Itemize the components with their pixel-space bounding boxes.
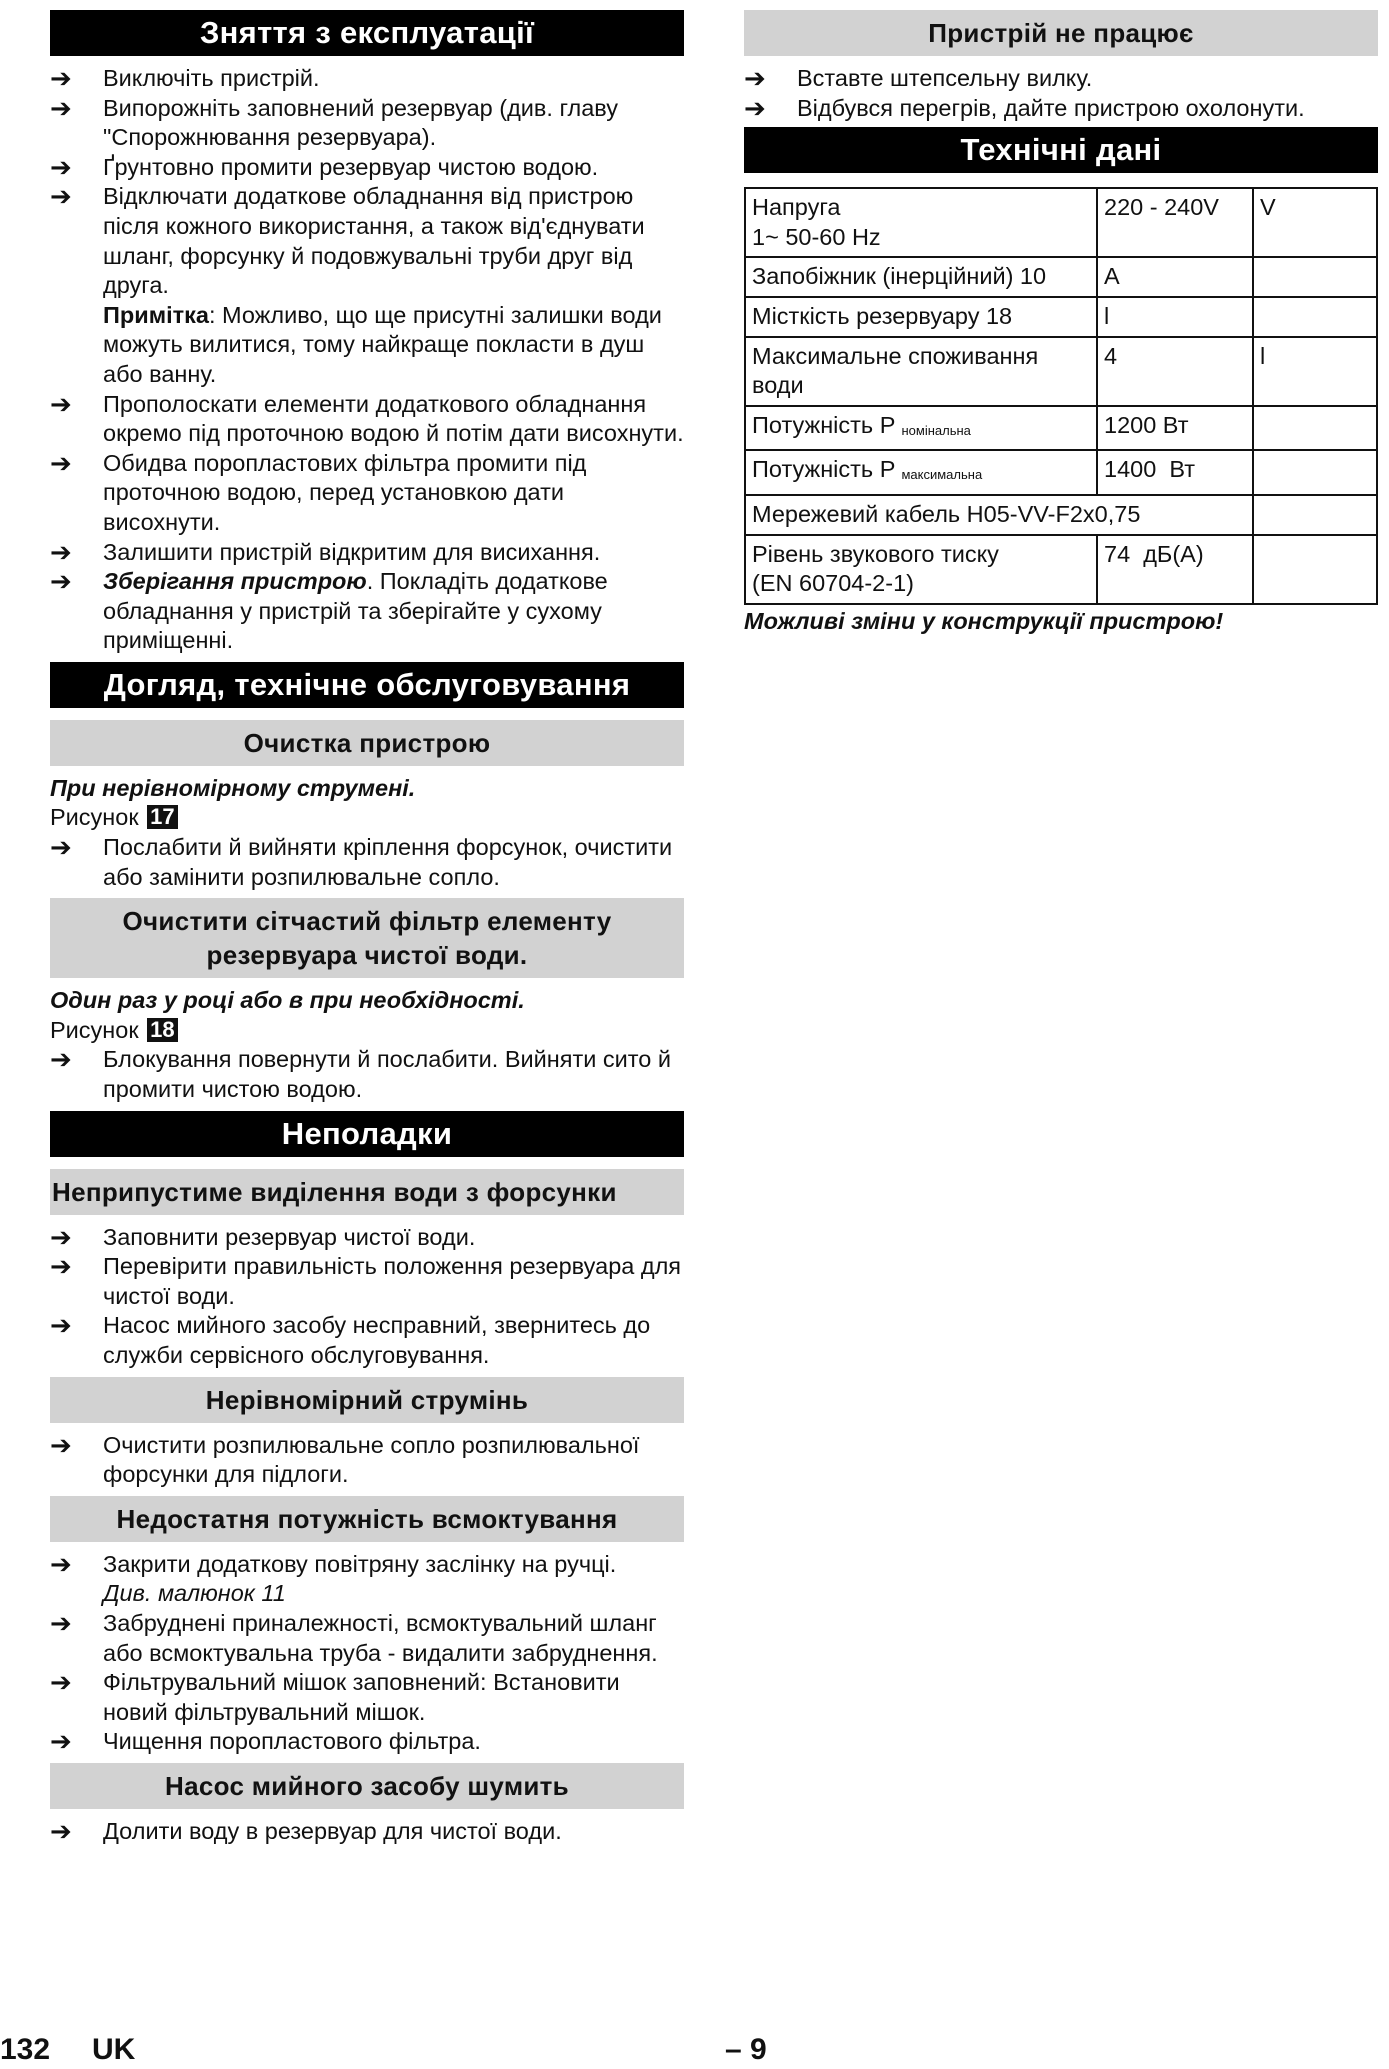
left-column <box>50 0 684 1847</box>
filter-condition: Один раз у році або в при необхідності. <box>50 987 525 1014</box>
table-cell-unit: V <box>1253 188 1377 257</box>
tech-data-table <box>744 187 1378 605</box>
heading-cleaning: Очистка пристрою <box>50 720 684 766</box>
heading-filter: Очистити сітчастий фільтр елементу резервуара чистої води. <box>50 898 684 978</box>
heading-not-working: Пристрій не працює <box>744 10 1378 56</box>
table-cell-unit <box>1253 495 1377 535</box>
table-cell-label: Потужність P $_{максимальна}$ <box>745 450 1097 495</box>
table-cell-value: 220 - 240V <box>1097 188 1253 257</box>
arrow-icon: ➔ <box>50 1815 72 1846</box>
arrow-icon: ➔ <box>50 1607 72 1638</box>
tech-footnote: Можливі зміни у конструкції пристрою! <box>744 607 1224 634</box>
decommission-list <box>50 64 684 656</box>
arrow-icon: ➔ <box>50 1251 72 1282</box>
list-item: ➔ Очистити розпилювальне сопло розпилювальної форсунки для підлоги. <box>50 1429 640 1488</box>
list-item: ➔ Чищення поропластового фільтра. <box>50 1726 481 1757</box>
arrow-icon: ➔ <box>50 388 72 419</box>
table-row <box>745 535 1377 604</box>
page-subnumber: – 9 <box>725 2033 767 2066</box>
note: Примітка: Можливо, що ще присутні залишки води можуть вилитися, тому найкраще покласти в душ або ванну. <box>103 301 662 387</box>
table-cell-value: 74 дБ(А) <box>1097 535 1253 604</box>
list-item: ➔ Забруднені приналежності, всмоктувальний шланг або всмоктувальна труба - видалити забруднення. <box>50 1607 658 1666</box>
list-item: ➔ Випорожніть заповнений резервуар (див. главу "Спорожнювання резервуара). <box>50 92 619 151</box>
heading-suction: Недостатня потужність всмоктування <box>50 1496 684 1542</box>
table-cell-value: l <box>1097 297 1253 337</box>
right-column <box>744 0 1378 636</box>
figure-number: 18 <box>147 1018 177 1042</box>
list-item: ➔ Фільтрувальний мішок заповнений: Встановити новий фільтрувальний мішок. <box>50 1667 620 1725</box>
table-cell-value: A <box>1097 257 1253 297</box>
arrow-icon: ➔ <box>744 63 766 93</box>
table-row <box>745 297 1377 337</box>
list-item: ➔ Долити воду в резервуар для чистої води. <box>50 1815 562 1846</box>
list-item: ➔ Залишити пристрій відкритим для висихання. <box>50 536 601 567</box>
table-row <box>745 257 1377 297</box>
table-cell-label: Рівень звукового тиску (EN 60704-2-1) <box>745 535 1097 604</box>
list-item: ➔ Послабити й вийняти кріплення форсунок, очистити або замінити розпилювальне сопло. <box>50 832 673 890</box>
list-item: ➔ Заповнити резервуар чистої води. <box>50 1221 476 1252</box>
page-number: 132 <box>0 2033 51 2066</box>
arrow-icon: ➔ <box>744 92 766 123</box>
arrow-icon: ➔ <box>50 1310 72 1341</box>
table-cell-unit <box>1253 450 1377 495</box>
list-item: ➔ Відключати додаткове обладнання від пристрою після кожного використання, а також від'єднувати шланг, форсунку й подовжувальні труби друг від друга. <box>50 181 645 299</box>
arrow-icon: ➔ <box>50 181 72 212</box>
arrow-icon: ➔ <box>50 566 72 597</box>
arrow-icon: ➔ <box>50 536 72 567</box>
heading-decommission: Зняття з експлуатації <box>50 10 684 56</box>
language-code: UK <box>92 2033 136 2066</box>
table-cell-label: Максимальне споживання води <box>745 337 1097 406</box>
arrow-icon: ➔ <box>50 1429 72 1460</box>
storage-label: Зберігання пристрою <box>103 568 367 595</box>
table-cell-label: Запобіжник (інерційний) 10 <box>745 257 1097 297</box>
list-item: ➔ Насос мийного засобу несправний, звернитесь до служби сервісного обслуговування. <box>50 1310 651 1368</box>
table-cell-unit <box>1253 297 1377 337</box>
figure-reference: Див. малюнок 11 <box>103 1580 286 1607</box>
table-cell-unit: l <box>1253 337 1377 406</box>
heading-tech-data: Технічні дані <box>744 127 1378 173</box>
arrow-icon: ➔ <box>50 832 72 863</box>
table-cell-unit <box>1253 535 1377 604</box>
arrow-icon: ➔ <box>50 1044 72 1075</box>
list-item: ➔ Перевірити правильність положення резервуара для чистої води. <box>50 1251 682 1309</box>
list-item: ➔ Відбувся перегрів, дайте пристрою охолонути. <box>744 92 1305 123</box>
table-cell-unit <box>1253 257 1377 297</box>
arrow-icon: ➔ <box>50 1221 72 1252</box>
arrow-icon: ➔ <box>50 92 72 123</box>
table-cell-value: 1400 Вт <box>1097 450 1253 495</box>
heading-faults: Неполадки <box>50 1111 684 1157</box>
figure-number: 17 <box>147 805 177 829</box>
table-cell-label: Напруга 1~ 50-60 Hz <box>745 188 1097 257</box>
list-item: ➔ Зберігання пристрою. Покладіть додаткове обладнання у пристрій та зберігайте у сухому приміщенні. <box>50 566 608 654</box>
arrow-icon: ➔ <box>50 1726 72 1757</box>
arrow-icon: ➔ <box>50 151 72 182</box>
heading-uneven: Нерівномірний струмінь <box>50 1377 684 1423</box>
table-row <box>745 337 1377 406</box>
list-item: ➔ Обидва поропластових фільтра промити під проточною водою, перед установкою дати висохнути. <box>50 447 587 535</box>
table-cell-label: Потужність P $_{номінальна}$ <box>745 406 1097 451</box>
heading-maintenance: Догляд, технічне обслуговування <box>50 662 684 708</box>
table-row <box>745 188 1377 257</box>
heading-pump: Насос мийного засобу шумить <box>50 1763 684 1809</box>
note-label: Примітка <box>103 301 209 328</box>
table-cell-value: 1200 Вт <box>1097 406 1253 451</box>
arrow-icon: ➔ <box>50 447 72 478</box>
figure-ref: Рисунок 17 <box>50 803 684 833</box>
list-item: ➔ Ґрунтовно промити резервуар чистою водою. <box>50 151 599 182</box>
table-cell-value: 4 <box>1097 337 1253 406</box>
list-item: ➔ Виключіть пристрій. <box>50 63 320 93</box>
table-cell-unit <box>1253 406 1377 451</box>
cleaning-condition: При нерівномірному струмені. <box>50 774 416 801</box>
arrow-icon: ➔ <box>50 1667 72 1698</box>
table-row <box>745 450 1377 495</box>
list-item: ➔ Блокування повернути й послабити. Вийняти сито й промити чистою водою. <box>50 1044 671 1103</box>
table-row <box>745 406 1377 451</box>
heading-water: Неприпустиме виділення води з форсунки <box>50 1169 684 1215</box>
figure-ref: Рисунок 18 <box>50 1016 684 1046</box>
arrow-icon: ➔ <box>50 63 72 93</box>
table-cell-label: Місткість резервуару 18 <box>745 297 1097 337</box>
table-row <box>745 495 1377 535</box>
list-item: ➔ Закрити додаткову повітряну заслінку на ручці. Див. малюнок 11 <box>50 1548 617 1607</box>
table-cell-label: Мережевий кабель H05-VV-F2x0,75 <box>745 495 1253 535</box>
list-item: ➔ Вставте штепсельну вилку. <box>744 63 1093 93</box>
arrow-icon: ➔ <box>50 1548 72 1579</box>
list-item: ➔ Прополоскати елементи додаткового обладнання окремо під проточною водою й потім дати висохнути. <box>50 388 684 447</box>
